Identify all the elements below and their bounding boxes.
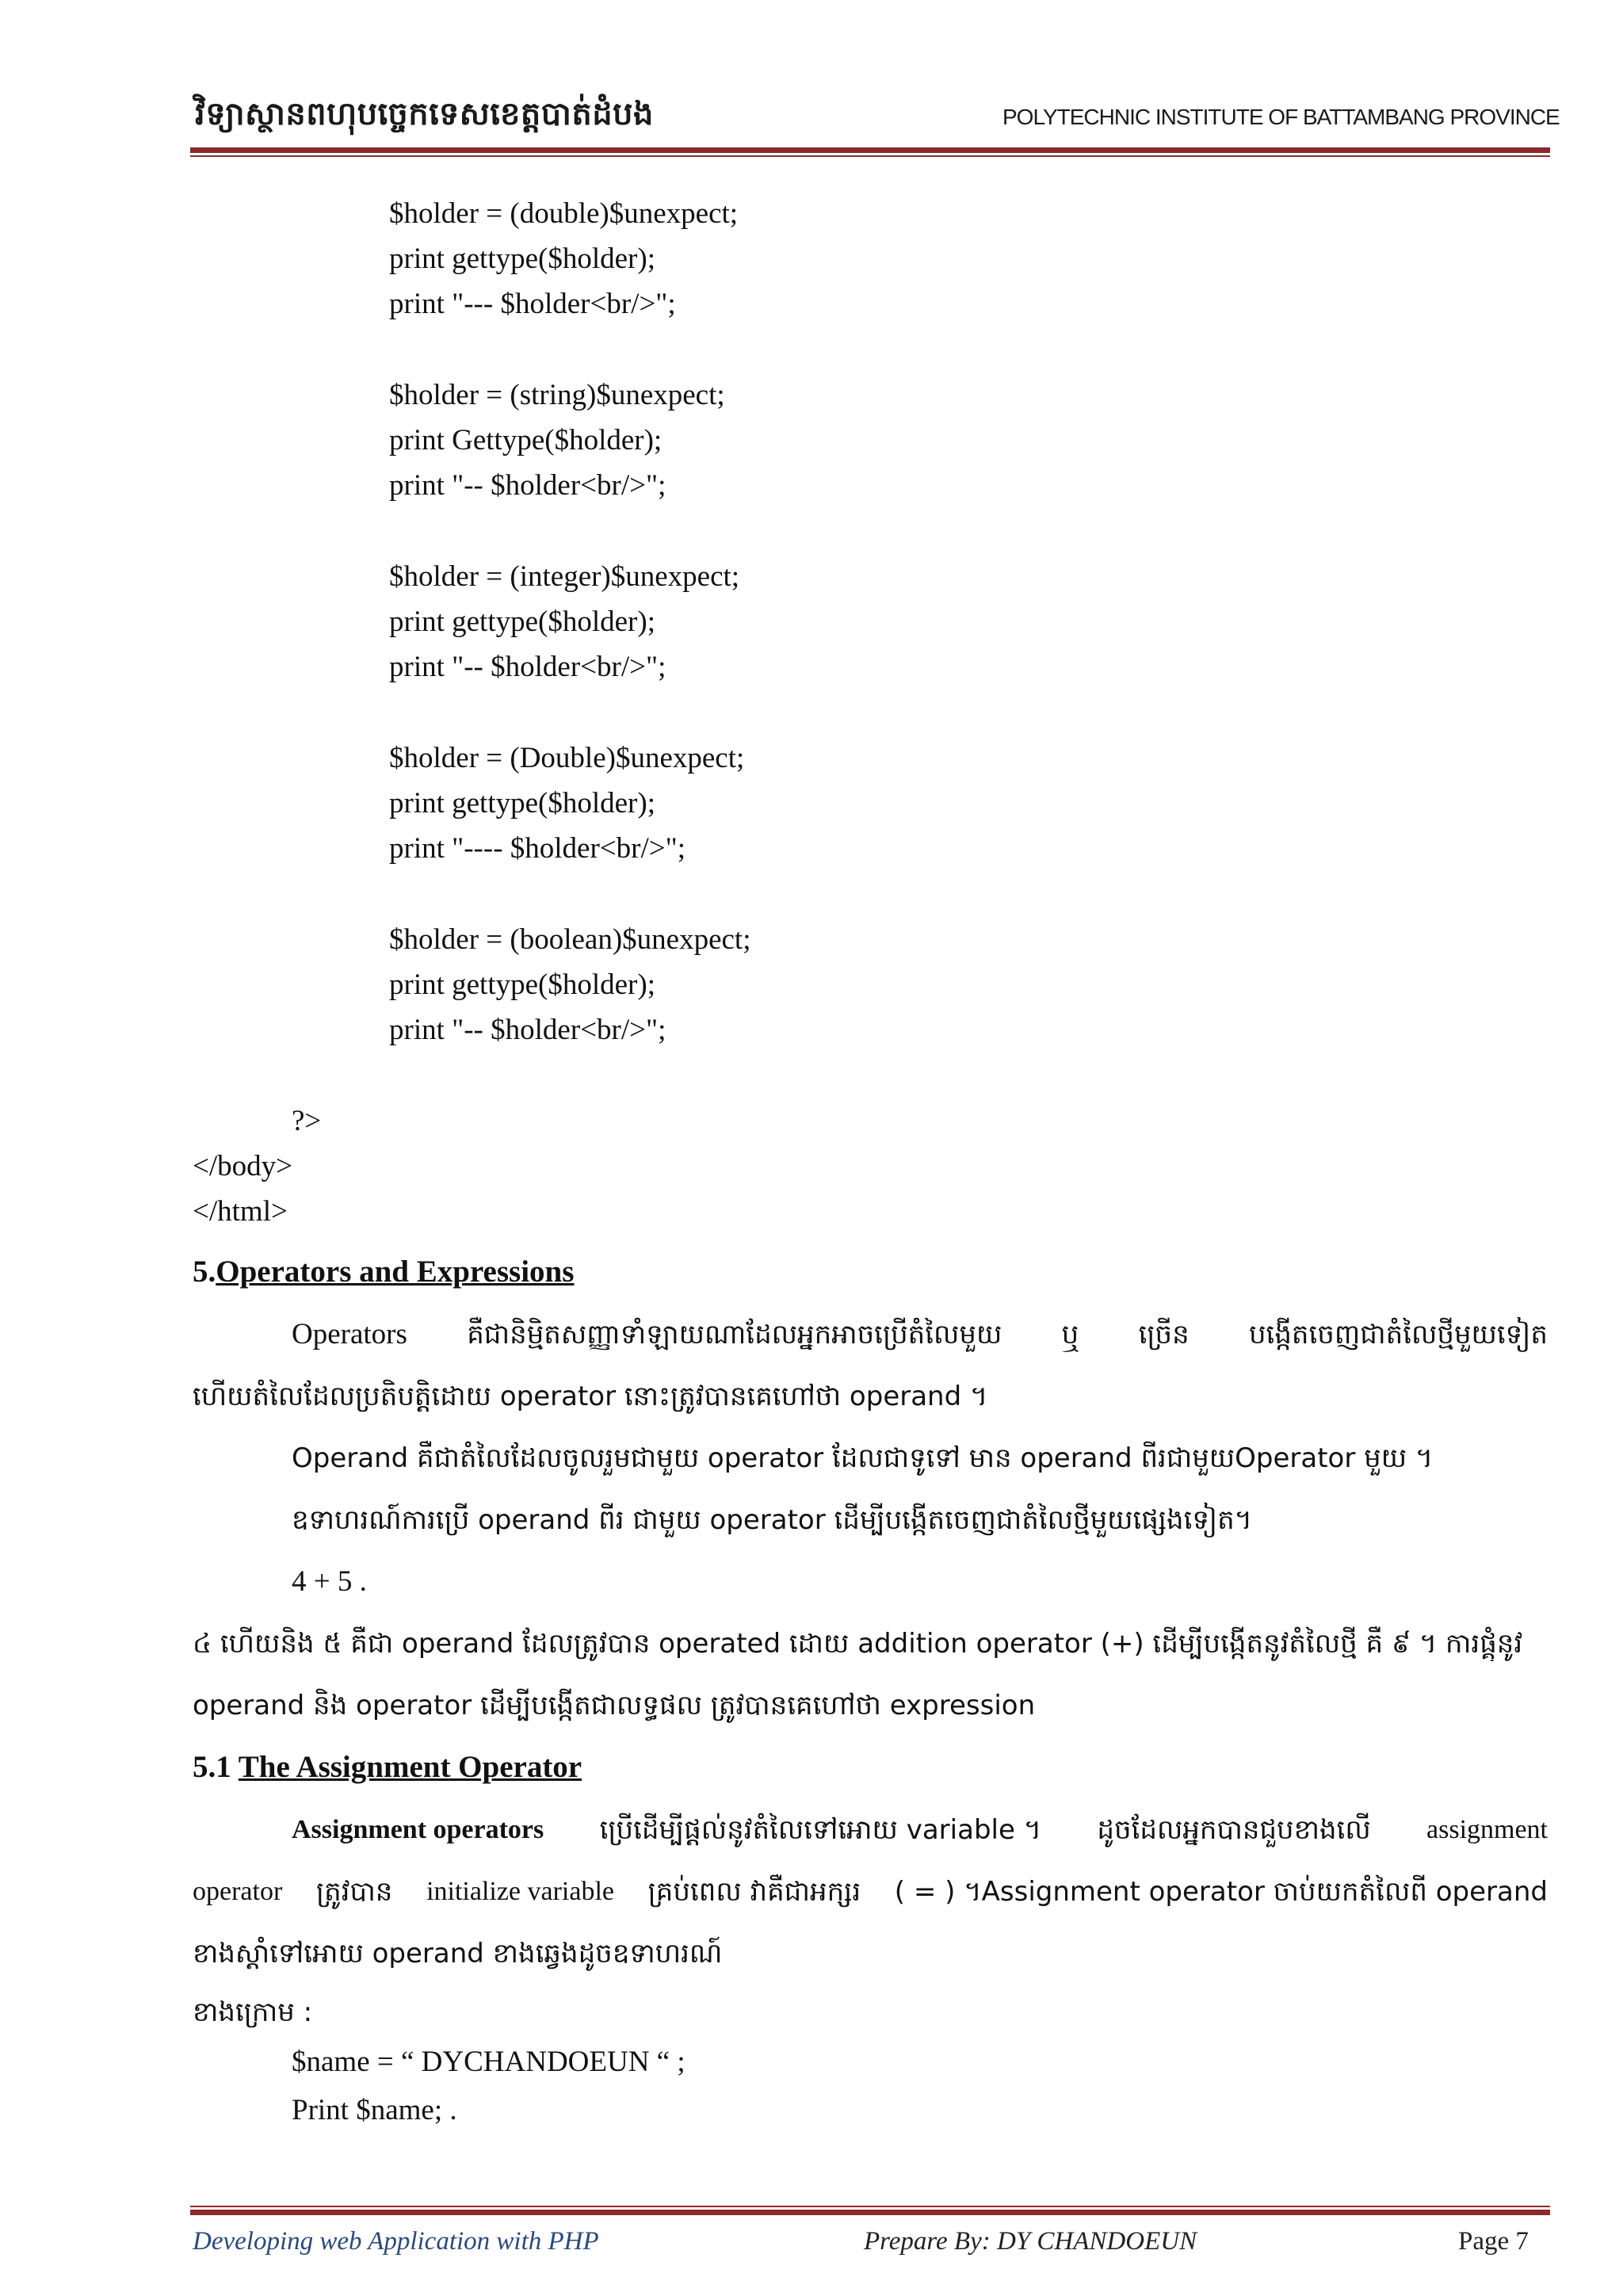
code-line: print Gettype($holder); — [389, 424, 663, 457]
header-rule-thin — [190, 155, 1550, 157]
section-5-heading — [193, 1255, 574, 1289]
code-close-html: </html> — [193, 1195, 288, 1228]
code-line: print gettype($holder); — [389, 968, 655, 1001]
code-line: $holder = (string)$unexpect; — [389, 379, 725, 411]
code-line: $holder = (Double)$unexpect; — [389, 742, 745, 774]
code-close-body: </body> — [193, 1150, 293, 1182]
code-line: print "-- $holder<br/>"; — [389, 469, 666, 502]
footer-page-number: Page 7 — [1458, 2227, 1529, 2256]
code-line: print gettype($holder); — [389, 787, 655, 819]
footer-rule-thin — [190, 2206, 1550, 2207]
paragraph-line: Operand គឺជាតំលៃដែលចូលរួមជាមួយ operator ដែលជាទូទៅ មាន operand ពីរជាមួយOperator មួយ ។ — [292, 1442, 1434, 1474]
text-word: ច្រើន — [1138, 1319, 1190, 1350]
example-expression: 4 + 5 . — [292, 1565, 367, 1598]
footer-rule — [190, 2210, 1550, 2215]
section-5-title: Operators and Expressions — [216, 1255, 575, 1289]
text-word: initialize variable — [426, 1877, 614, 1906]
text-word: assignment — [1426, 1815, 1548, 1844]
text-word: ត្រូវបាន — [315, 1876, 393, 1908]
text-word: គ្រប់ពេល វាគឺជាអក្សរ — [647, 1876, 861, 1908]
paragraph-line: operand និង operator ដើម្បីបង្កើតជាលទ្ធផល ត្រូវបានគេហៅថា expression — [193, 1690, 1036, 1721]
text-word: Operators — [292, 1318, 407, 1350]
code-line: print "---- $holder<br/>"; — [389, 832, 686, 865]
text-word: operator — [193, 1877, 283, 1906]
code-line: print "-- $holder<br/>"; — [389, 1014, 666, 1046]
header-institute: POLYTECHNIC INSTITUTE OF BATTAMBANG PROVINCE — [1002, 105, 1560, 129]
paragraph-line — [193, 1874, 1548, 1909]
code-line: $holder = (integer)$unexpect; — [389, 560, 740, 593]
header-title-khmer: វិទ្យាស្ថានពហុបច្ចេកទេសខេត្តបាត់ដំបង — [195, 96, 654, 132]
footer-author: Prepare By: DY CHANDOEUN — [864, 2227, 1197, 2256]
text-word: ដូចដែលអ្នកបានជួបខាងលើ — [1097, 1814, 1371, 1846]
paragraph-line: ខាងស្តាំទៅអោយ operand ខាងឆ្វេងដូចឧទាហរណ៍ — [193, 1938, 723, 1969]
text-word: ឬ — [1061, 1319, 1079, 1350]
paragraph-line: ខាងក្រោម : — [193, 1996, 313, 2028]
paragraph-line: ហើយតំលៃដែលប្រតិបត្តិដោយ operator នោះត្រូវបានគេហៅថា operand ។ — [193, 1381, 988, 1412]
paragraph-line: ៤ ហើយនិង ៥ គឺជា operand ដែលត្រូវបាន operated ដោយ addition operator (+) ដើម្បីបង្កើតនូវតំលៃថ្មី គឺ ៩ ។ ការផ្គុំនូវ — [193, 1628, 1523, 1660]
footer-course-title: Developing web Application with PHP — [193, 2227, 599, 2256]
code-close-php: ?> — [292, 1105, 322, 1137]
example-code-line: Print $name; . — [292, 2094, 457, 2126]
text-word: Assignment operators — [292, 1815, 544, 1844]
paragraph-line — [292, 1317, 1548, 1352]
section-5-1-heading — [193, 1750, 582, 1785]
header-rule — [190, 147, 1550, 153]
code-line: $holder = (double)$unexpect; — [389, 197, 739, 230]
section-5-1-number: 5.1 — [193, 1750, 231, 1784]
code-line: $holder = (boolean)$unexpect; — [389, 923, 751, 956]
code-line: print gettype($holder); — [389, 606, 655, 638]
code-line: print "-- $holder<br/>"; — [389, 651, 666, 683]
text-word: ( = ) ។Assignment operator ចាប់យកតំលៃពី operand — [894, 1876, 1548, 1908]
text-word: គឺជានិម្មិតសញ្ញាទាំឡាយណាដែលអ្នកអាចប្រើតំលៃមួយ — [467, 1319, 1002, 1350]
text-word: បង្កើតចេញជាតំលៃថ្មីមួយទៀត — [1248, 1319, 1548, 1350]
code-line: print "--- $holder<br/>"; — [389, 288, 676, 320]
section-5-1-title: The Assignment Operator — [238, 1750, 582, 1784]
paragraph-line — [292, 1813, 1548, 1847]
example-code-line: $name = “ DYCHANDOEUN “ ; — [292, 2046, 685, 2078]
paragraph-line: ឧទាហរណ៍ការប្រើ operand ពីរ ជាមួយ operator ដើម្បីបង្កើតចេញជាតំលៃថ្មីមួយផ្សេងទៀត។ — [292, 1504, 1253, 1536]
text-word: ប្រើដើម្បីផ្តល់នូវតំលៃទៅអោយ variable ។ — [599, 1814, 1042, 1846]
code-line: print gettype($holder); — [389, 243, 655, 275]
section-5-number: 5. — [193, 1255, 216, 1289]
